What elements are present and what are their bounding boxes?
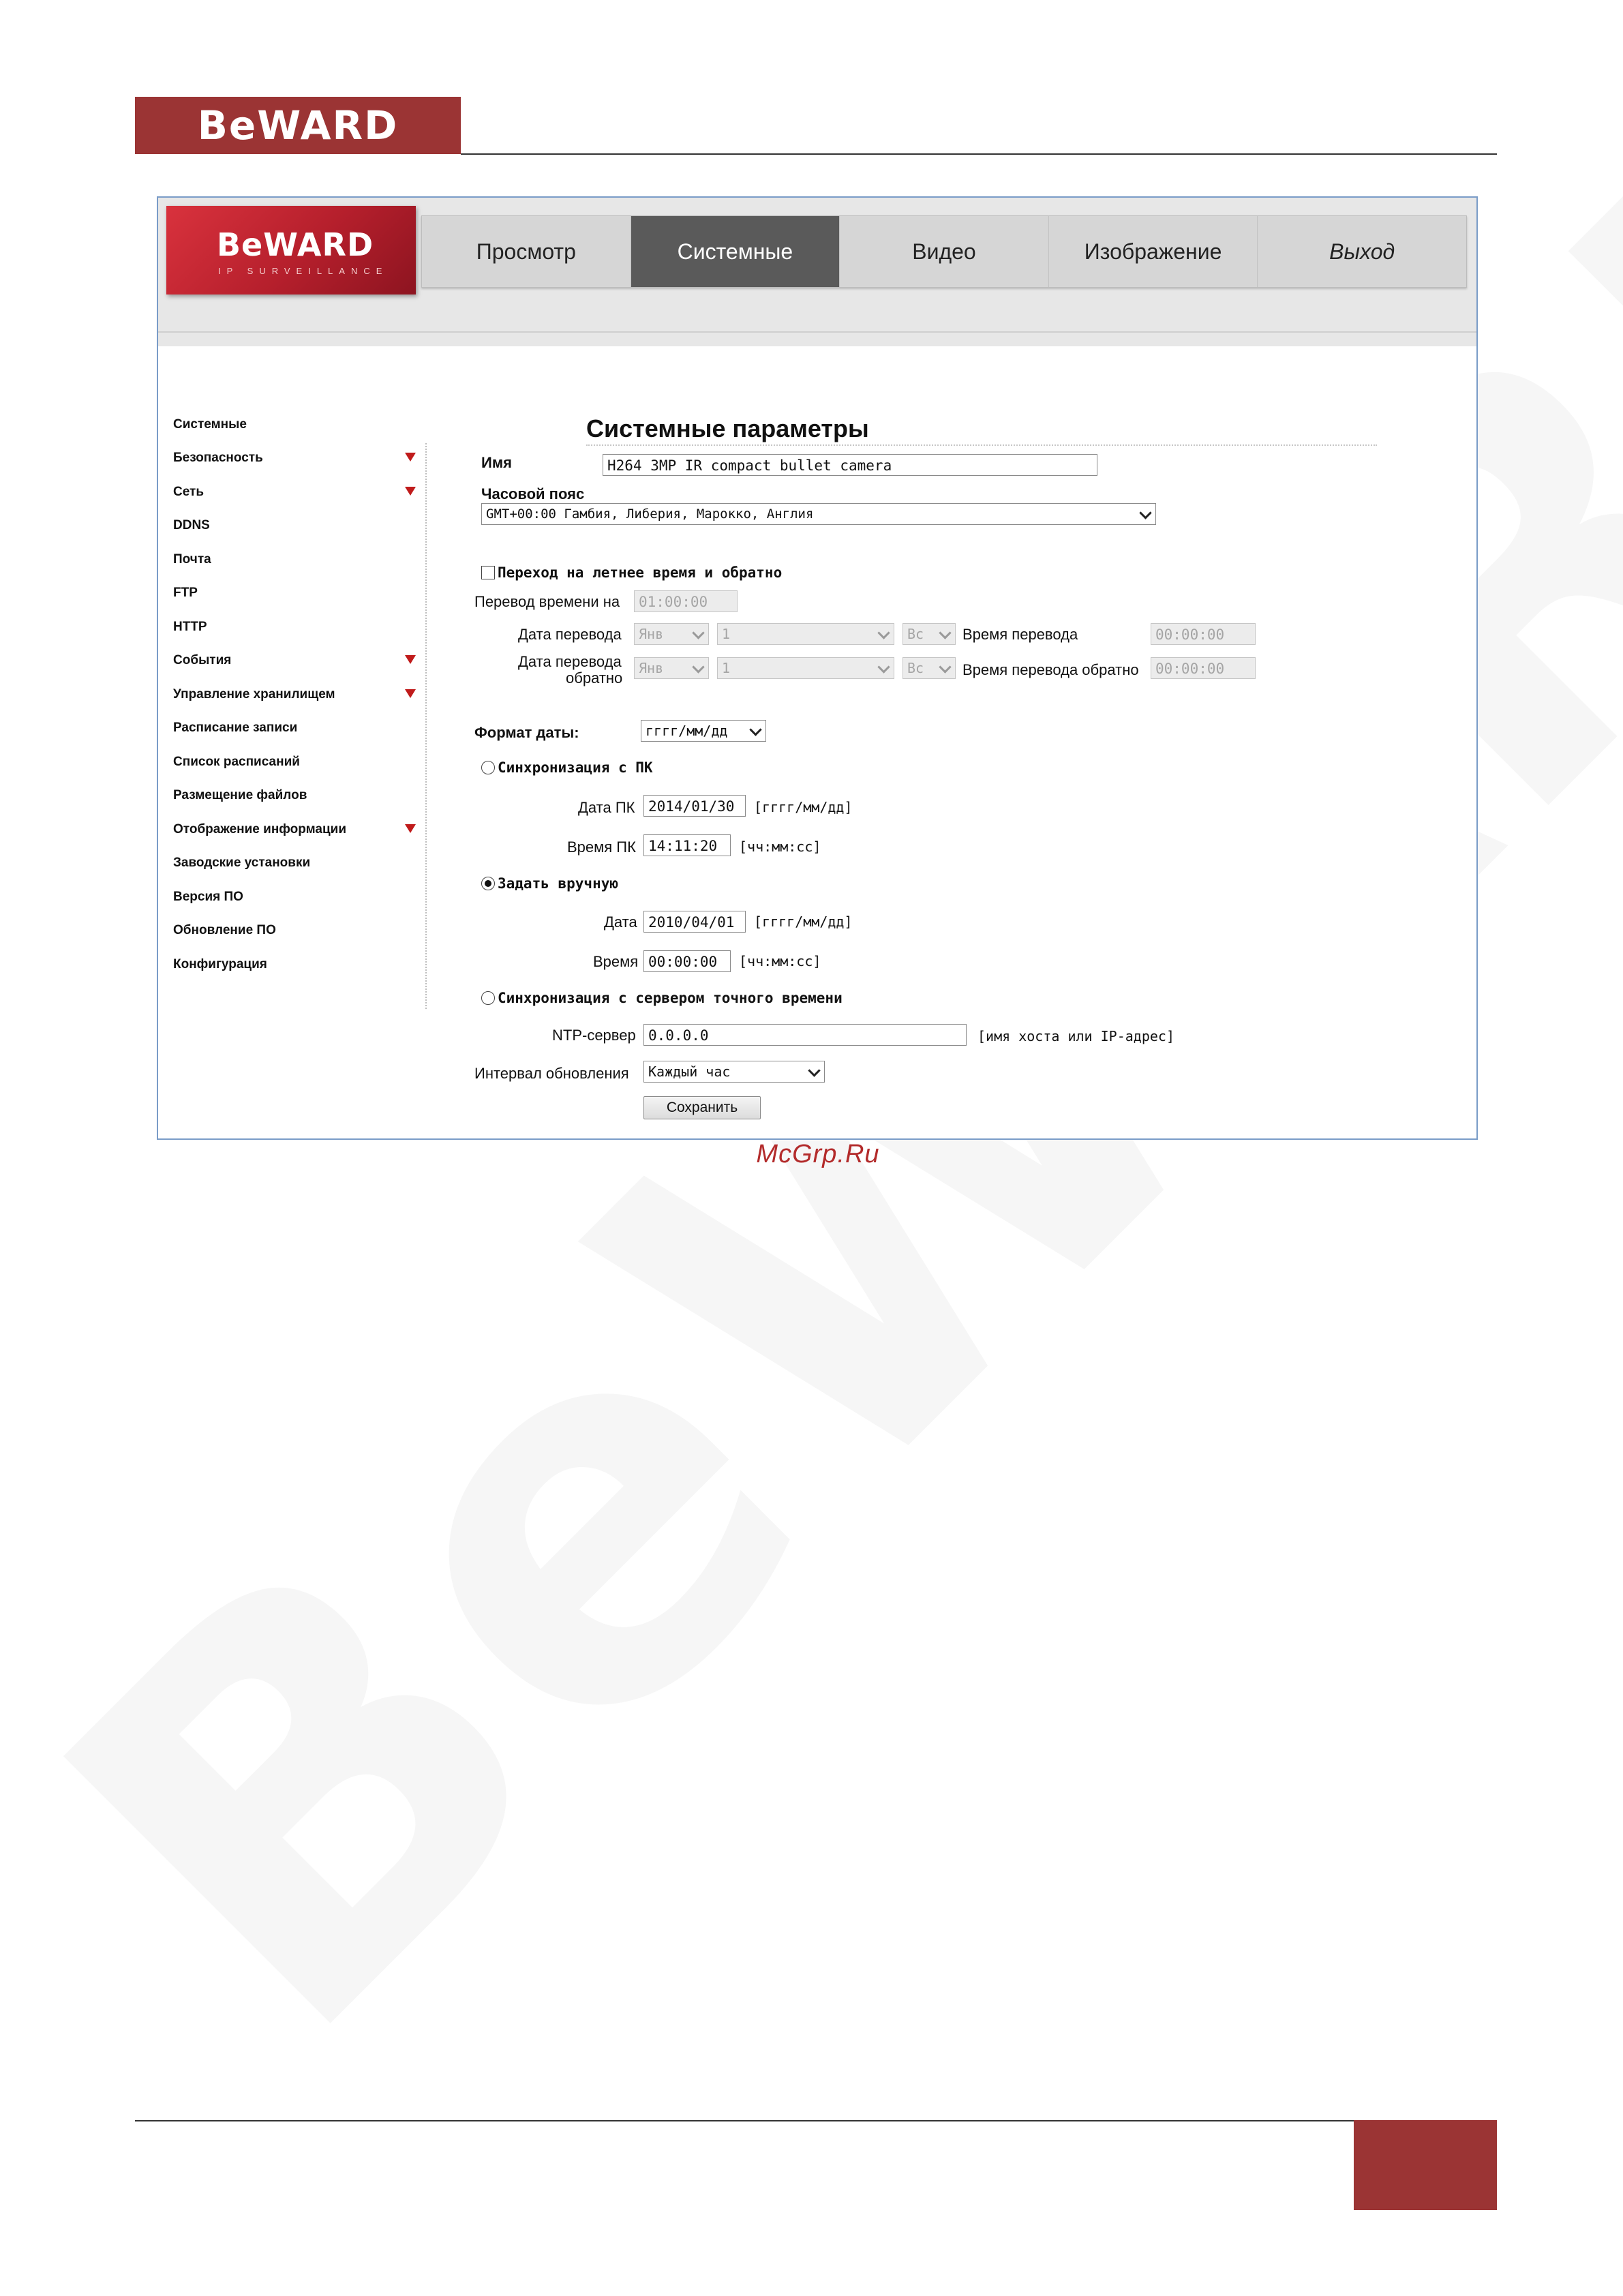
- manual-radio[interactable]: [481, 877, 495, 890]
- chevron-down-icon: [939, 661, 951, 673]
- ntp-label: Синхронизация с сервером точного времени: [498, 990, 843, 1006]
- save-button[interactable]: Сохранить: [643, 1096, 761, 1119]
- sidebar-item-label: Список расписаний: [173, 755, 300, 769]
- sidebar-item-label: Управление хранилищем: [173, 687, 335, 701]
- ntp-server-label: NTP-сервер: [552, 1027, 636, 1044]
- tab-video[interactable]: Видео: [840, 216, 1049, 287]
- interval-value: Каждый час: [648, 1063, 731, 1080]
- start-month-value: Янв: [639, 626, 664, 642]
- expand-arrow-icon[interactable]: [405, 824, 416, 833]
- sidebar-item-ddns[interactable]: [173, 518, 419, 539]
- name-input[interactable]: H264 3MP IR compact bullet camera: [603, 454, 1097, 476]
- end-time-label: Время перевода обратно: [962, 661, 1139, 678]
- chevron-down-icon: [749, 723, 761, 736]
- camera-web-ui: [157, 196, 1478, 1140]
- start-time-label: Время перевода: [962, 626, 1078, 643]
- sidebar-item-label: Системные: [173, 417, 247, 432]
- ntp-server-input[interactable]: 0.0.0.0: [643, 1024, 967, 1046]
- end-time-input[interactable]: 00:00:00: [1151, 657, 1256, 679]
- dst-label: Переход на летнее время и обратно: [498, 564, 783, 581]
- sidebar-item-label: Версия ПО: [173, 890, 243, 904]
- sidebar-item-network[interactable]: [173, 485, 419, 505]
- interval-label: Интервал обновления: [474, 1065, 629, 1082]
- start-day-value: Вс: [907, 626, 924, 642]
- pc-date-input[interactable]: 2014/01/30: [643, 795, 746, 817]
- sidebar-item-label: Почта: [173, 552, 211, 567]
- time-label: Время: [593, 953, 639, 970]
- page-number-box: [1354, 2120, 1497, 2210]
- dst-checkbox[interactable]: [481, 566, 495, 579]
- sidebar-item-label: Размещение файлов: [173, 788, 307, 802]
- end-date-label: Дата перевода: [518, 653, 622, 670]
- sidebar-item-security[interactable]: [173, 451, 419, 471]
- end-month-value: Янв: [639, 660, 664, 676]
- document-logo: BeWARD: [135, 97, 461, 154]
- sidebar-item-firmware-version[interactable]: [173, 890, 419, 910]
- date-hint: [гггг/мм/дд]: [754, 913, 853, 930]
- end-week-select[interactable]: [717, 657, 894, 679]
- sync-pc-label: Синхронизация с ПК: [498, 759, 653, 776]
- sidebar-item-storage[interactable]: [173, 687, 419, 708]
- camera-logo-subtext: IP SURVEILLANCE: [218, 266, 389, 276]
- top-bar-divider: [158, 331, 1476, 333]
- sidebar-item-record-schedule[interactable]: [173, 721, 419, 741]
- expand-arrow-icon[interactable]: [405, 655, 416, 664]
- date-format-label: Формат даты:: [474, 724, 579, 741]
- date-format-select[interactable]: [641, 720, 766, 742]
- ntp-hint: [имя хоста или IP-адрес]: [977, 1028, 1174, 1044]
- start-week-value: 1: [722, 626, 731, 642]
- chevron-down-icon: [1139, 507, 1151, 519]
- end-day-value: Вс: [907, 660, 924, 676]
- time-hint: [чч:мм:сс]: [739, 953, 821, 969]
- expand-arrow-icon[interactable]: [405, 453, 416, 462]
- sidebar-item-label: Сеть: [173, 485, 204, 499]
- chevron-down-icon: [692, 626, 704, 639]
- pc-time-label: Время ПК: [567, 839, 636, 856]
- tab-view[interactable]: Просмотр: [422, 216, 631, 287]
- sidebar-item-firmware-update[interactable]: [173, 923, 419, 943]
- time-input[interactable]: 00:00:00: [643, 950, 731, 972]
- name-label: Имя: [481, 454, 512, 471]
- sidebar-item-label: Конфигурация: [173, 957, 267, 971]
- sidebar-item-schedule-list[interactable]: [173, 755, 419, 775]
- end-week-value: 1: [722, 660, 731, 676]
- sidebar-item-label: Безопасность: [173, 451, 263, 465]
- sidebar-item-info-display[interactable]: [173, 822, 419, 843]
- pc-date-hint: [гггг/мм/дд]: [754, 799, 853, 815]
- main-nav: [421, 215, 1467, 288]
- end-date-label-2: обратно: [566, 669, 623, 686]
- manual-label: Задать вручную: [498, 875, 619, 892]
- sidebar-item-label: FTP: [173, 586, 198, 600]
- tab-image[interactable]: Изображение: [1049, 216, 1258, 287]
- chevron-down-icon: [877, 626, 890, 639]
- expand-arrow-icon[interactable]: [405, 487, 416, 496]
- end-month-select[interactable]: [634, 657, 709, 679]
- sidebar-item-label: Расписание записи: [173, 721, 298, 735]
- chevron-down-icon: [692, 661, 704, 673]
- sidebar-item-mail[interactable]: [173, 552, 419, 573]
- start-day-select[interactable]: [902, 623, 956, 645]
- header-rule: [461, 153, 1497, 155]
- start-date-label: Дата перевода: [518, 626, 622, 643]
- sidebar-item-factory-defaults[interactable]: [173, 856, 419, 876]
- sidebar-item-label: DDNS: [173, 518, 210, 532]
- sidebar-item-events[interactable]: [173, 653, 419, 674]
- pc-time-hint: [чч:мм:сс]: [739, 839, 821, 855]
- sidebar-item-ftp[interactable]: [173, 586, 419, 606]
- camera-logo-text: BeWARD: [217, 226, 374, 263]
- ntp-radio[interactable]: [481, 991, 495, 1005]
- sidebar-item-label: Заводские установки: [173, 856, 311, 870]
- sidebar-item-configuration[interactable]: [173, 957, 419, 978]
- chevron-down-icon: [939, 626, 951, 639]
- sidebar-item-http[interactable]: [173, 620, 419, 640]
- pc-time-input[interactable]: 14:11:20: [643, 834, 731, 856]
- interval-select[interactable]: [643, 1061, 825, 1083]
- sidebar-item-system[interactable]: [173, 417, 419, 438]
- sidebar-item-label: Обновление ПО: [173, 923, 276, 937]
- start-month-select[interactable]: [634, 623, 709, 645]
- sidebar-item-label: Отображение информации: [173, 822, 347, 836]
- sidebar-item-file-location[interactable]: [173, 788, 419, 809]
- expand-arrow-icon[interactable]: [405, 689, 416, 698]
- start-week-select[interactable]: [717, 623, 894, 645]
- footer-rule: [135, 2120, 1354, 2121]
- title-divider: [586, 444, 1377, 446]
- timezone-label: Часовой пояс: [481, 485, 585, 502]
- camera-logo[interactable]: [166, 206, 416, 294]
- timezone-select[interactable]: [481, 503, 1156, 525]
- end-day-select[interactable]: [902, 657, 956, 679]
- date-input[interactable]: 2010/04/01: [643, 911, 746, 933]
- pc-date-label: Дата ПК: [578, 799, 635, 816]
- start-time-input[interactable]: 00:00:00: [1151, 623, 1256, 645]
- tab-system[interactable]: Системные: [631, 216, 840, 287]
- timezone-value: GMT+00:00 Гамбия, Либерия, Марокко, Англия: [486, 507, 814, 522]
- date-format-value: гггг/мм/дд: [646, 723, 728, 739]
- tab-logout[interactable]: Выход: [1329, 239, 1395, 264]
- sidebar-item-label: События: [173, 653, 232, 667]
- site-caption: McGrp.Ru: [756, 1140, 880, 1168]
- sync-pc-radio[interactable]: [481, 761, 495, 774]
- page-title: Системные параметры: [586, 414, 869, 442]
- shift-input[interactable]: 01:00:00: [634, 590, 738, 612]
- chevron-down-icon: [877, 661, 890, 673]
- date-label: Дата: [604, 913, 637, 931]
- shift-label: Перевод времени на: [474, 593, 620, 610]
- chevron-down-icon: [808, 1064, 820, 1076]
- sidebar-item-label: HTTP: [173, 620, 207, 634]
- sidebar-divider: [425, 443, 427, 1009]
